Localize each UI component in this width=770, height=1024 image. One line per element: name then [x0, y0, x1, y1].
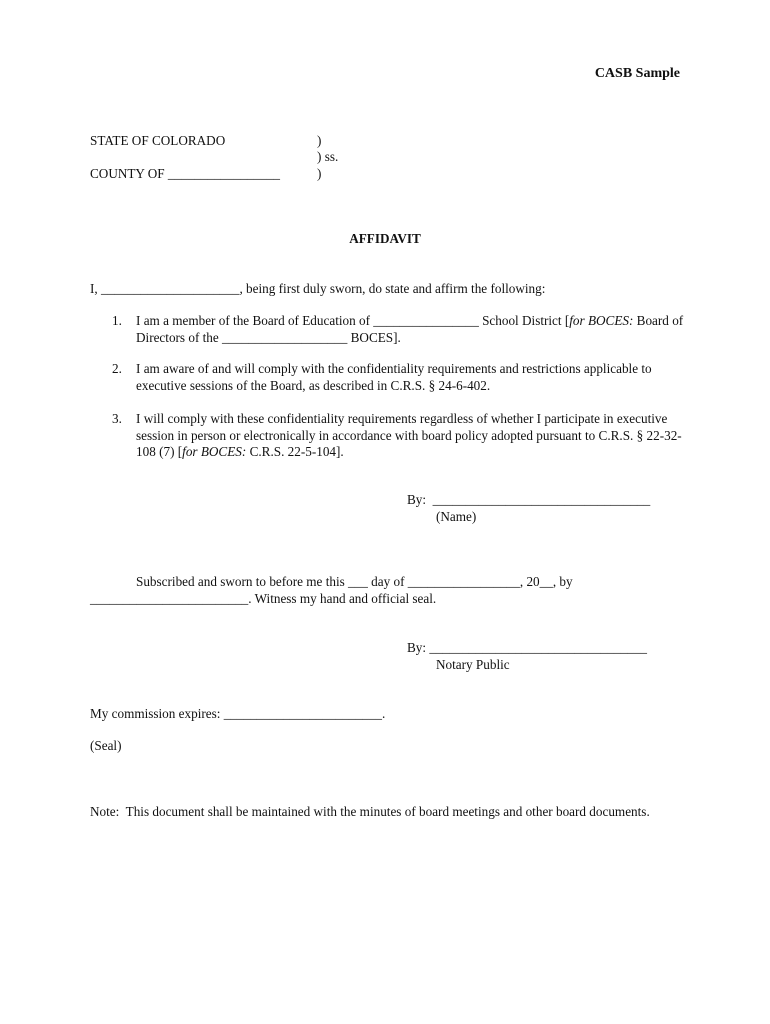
list-item [0, 313, 770, 361]
list-item-text [136, 411, 686, 461]
list-item-number: 3. [112, 411, 122, 426]
list-item-text: I am aware of and will comply with the confidentiality requirements and restrictions applicable to executive sessions of the Board, as described in C.R.S. § 24-6-402. [136, 361, 652, 393]
affiant-name-label: (Name) [436, 509, 477, 524]
venue-paren-top: ) [317, 133, 322, 148]
list-item [0, 361, 770, 411]
footer-note: Note: This document shall be maintained with the minutes of board meetings and other board documents. [90, 804, 650, 819]
notary-signature-line: By: _________________________________ [407, 640, 647, 655]
list-item-text-part: C.R.S. 22-5-104]. [246, 444, 344, 459]
seal-label: (Seal) [90, 738, 122, 753]
list-item-number: 2. [112, 361, 122, 376]
list-item-text [136, 313, 686, 346]
list-item-text-part: I am a member of the Board of Education of ________________ School District [ [136, 313, 570, 328]
list-item-number: 1. [112, 313, 122, 328]
list-item-emphasis: for BOCES: [182, 444, 247, 459]
commission-expiry: My commission expires: ________________________. [90, 706, 386, 721]
venue-paren-bottom: ) [317, 166, 322, 181]
notary-label: Notary Public [436, 657, 510, 672]
affirmation-list [0, 313, 770, 461]
subscribed-line-2: ________________________. Witness my hand and official seal. [90, 591, 437, 606]
list-item-text-part: Board of Directors of the ___________________ BOCES]. [136, 313, 684, 345]
venue-county: COUNTY OF _________________ [90, 166, 281, 181]
list-item-emphasis: for BOCES: [569, 313, 634, 328]
list-item [0, 411, 770, 461]
subscribed-line-1: Subscribed and sworn to before me this ___ day of _________________, 20__, by [136, 574, 573, 589]
venue-state: STATE OF COLORADO [90, 133, 226, 148]
venue-ss: ) ss. [317, 149, 339, 164]
list-item-text-part: I will comply with these confidentiality requirements regardless of whether I participate in executive session in person or electronically in accordance with board policy adopted pursuant to C.R.S. § 22-32-108 (7) [ [136, 411, 682, 459]
intro-statement: I, _____________________, being first duly sworn, do state and affirm the following: [90, 281, 546, 296]
header-title: CASB Sample [594, 66, 680, 81]
affiant-signature-line: By: _________________________________ [407, 492, 651, 507]
document-title: AFFIDAVIT [349, 231, 421, 246]
